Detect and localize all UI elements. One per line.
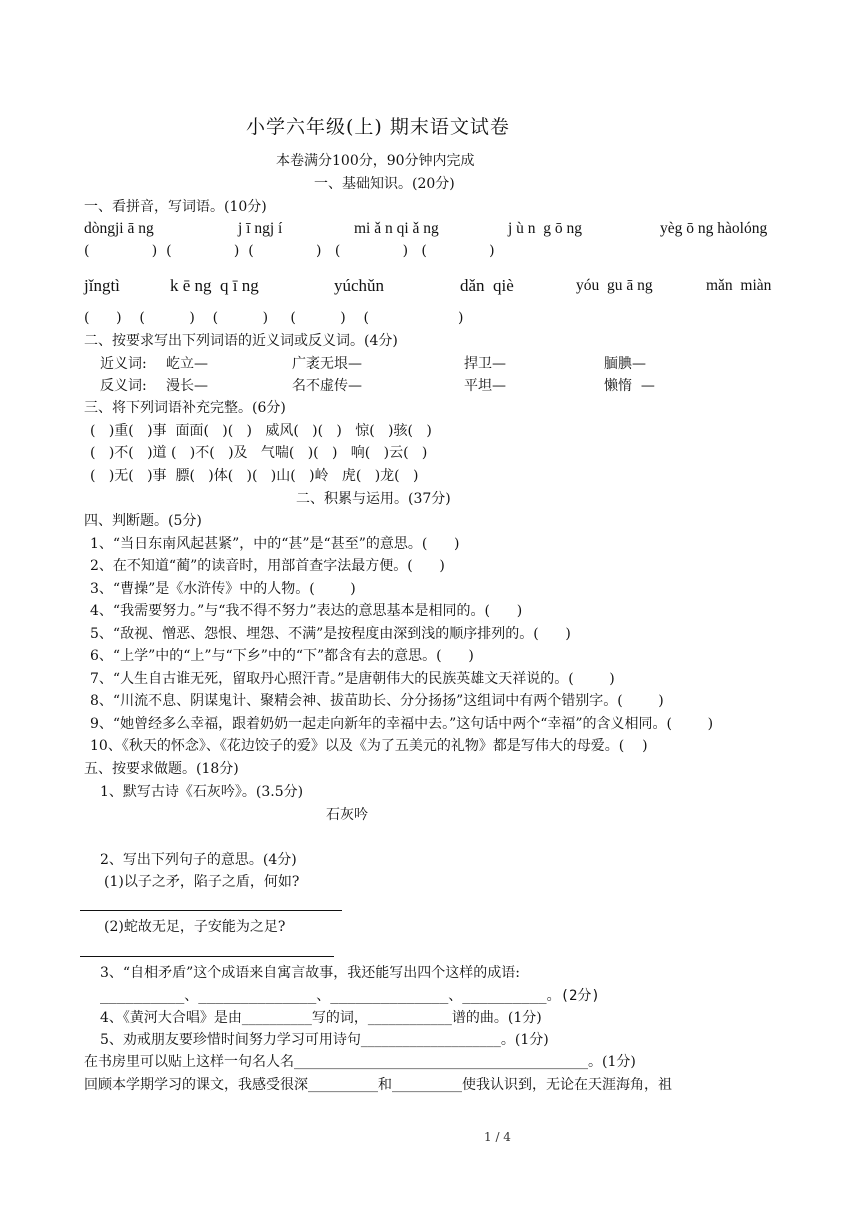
judge-item-4: 4、“我需要努力。”与“我不得不努力”表达的意思基本是相同的。( ) [90,603,523,619]
near-label: 近义词: [100,356,147,372]
pinyin-4: j ù n g ō ng [508,220,583,237]
part2-heading: 二、积累与运用。(37分) [296,491,451,507]
sentence-2: (2)蛇故无足，子安能为之足? [104,919,286,935]
pinyin-6: jǐngtì [84,276,120,295]
pinyin-1: dòngji ā ng [84,220,154,237]
q5-sub5: 5、劝戒朋友要珍惜时间努力学习可用诗句____________________。(1分) [100,1032,549,1048]
anti-label: 反义词: [100,378,147,394]
judge-item-3: 3、“曹操”是《水浒传》中的人物。( ) [90,581,356,597]
poem-title: 石灰吟 [326,807,368,823]
q2-heading: 二、按要求写出下列词语的近义词或反义词。(4分) [84,333,398,349]
answer-parens-row2: ( ) ( ) ( ) ( ) ( ) [84,310,464,326]
idiom-row-1: ( )重( )事 面面( )( ) 威风( )( ) 惊( )骇( ) [90,423,432,439]
judge-item-9: 9、“她曾经多么幸福，跟着奶奶一起走向新年的幸福中去。”这句话中两个“幸福”的含义相同。( ) [90,716,714,732]
anti-word-1: 漫长— [166,378,208,394]
anti-word-4: 懒惰 — [604,378,655,394]
q4-heading: 四、判断题。(5分) [84,513,202,529]
q5-sub1: 1、默写古诗《石灰吟》。(3.5分) [100,784,304,800]
idiom-row-3: ( )无( )事 膘( )体( )( )山( )岭 虎( )龙( ) [90,468,419,484]
anti-word-2: 名不虚传— [292,378,362,394]
near-word-2: 广袤无垠— [292,356,362,372]
part1-heading: 一、基础知识。(20分) [314,176,455,192]
judge-item-8: 8、“川流不息、阴谋鬼计、聚精会神、拔苗助长、分分扬扬”这组词中有两个错别字。( ) [90,693,664,709]
answer-line-2 [80,956,334,957]
q5-sub3: 3、“自相矛盾”这个成语来自寓言故事，我还能写出四个这样的成语: [100,965,520,981]
exam-subtitle: 本卷满分100分，90分钟内完成 [276,153,475,169]
pinyin-9: dǎn qiè [460,276,514,295]
pinyin-3: mi ǎ n qi ǎ ng [354,220,439,237]
q5-line7: 回顾本学期学习的课文，我感受很深__________和__________使我认识到，无论在天涯海角，祖 [84,1077,672,1093]
near-word-4: 腼腆— [604,356,646,372]
page-title: 小学六年级(上) 期末语文试卷 [246,116,510,138]
judge-item-7: 7、“人生自古谁无死，留取丹心照汗青。”是唐朝伟大的民族英雄文天祥说的。( ) [90,671,615,687]
q5-sub3-blanks: __________、______________、______________、__________。(2分) [100,988,600,1004]
q5-sub2: 2、写出下列句子的意思。(4分) [100,852,297,868]
anti-word-3: 平坦— [464,378,506,394]
judge-item-2: 2、在不知道“蔺”的读音时，用部首查字法最方便。( ) [90,558,445,574]
q3-heading: 三、将下列词语补充完整。(6分) [84,400,286,416]
pinyin-8: yúchǔn [334,276,385,295]
q1-heading: 一、看拼音，写词语。(10分) [84,199,267,215]
q5-line6: 在书房里可以贴上这样一句名人名__________________________________________。(1分) [84,1054,636,1070]
judge-item-5: 5、“敌视、憎恶、怨恨、埋怨、不满”是按程度由深到浅的顺序排列的。( ) [90,626,571,642]
sentence-1: (1)以子之矛，陷子之盾，何如? [104,874,300,890]
pinyin-10: yóu gu ā ng [576,277,653,294]
page-number: 1 / 4 [484,1130,511,1144]
near-word-3: 捍卫— [464,356,506,372]
pinyin-7: k ē ng q ī ng [170,276,259,295]
judge-item-6: 6、“上学”中的“上”与“下乡”中的“下”都含有去的意思。( ) [90,648,474,664]
near-word-1: 屹立— [166,356,208,372]
pinyin-2: j ī ngj í [238,220,283,237]
pinyin-5: yèg ō ng hàolóng [660,220,768,237]
answer-line-1 [80,910,342,911]
q5-heading: 五、按要求做题。(18分) [84,761,239,777]
answer-parens-row1: ( ) ( ) ( ) ( ) ( ) [84,243,495,259]
pinyin-11: mǎn miàn [706,277,772,294]
judge-item-1: 1、“当日东南风起甚紧”，中的“甚”是“甚至”的意思。( ) [90,536,460,552]
idiom-row-2: ( )不( )道 ( )不( )及 气喘( )( ) 响( )云( ) [90,445,428,461]
judge-item-10: 10、《秋天的怀念》、《花边饺子的爱》以及《为了五美元的礼物》都是写伟大的母爱。( ) [90,738,648,754]
q5-sub4: 4、《黄河大合唱》是由__________写的词，____________谱的曲。(1分) [100,1010,542,1026]
